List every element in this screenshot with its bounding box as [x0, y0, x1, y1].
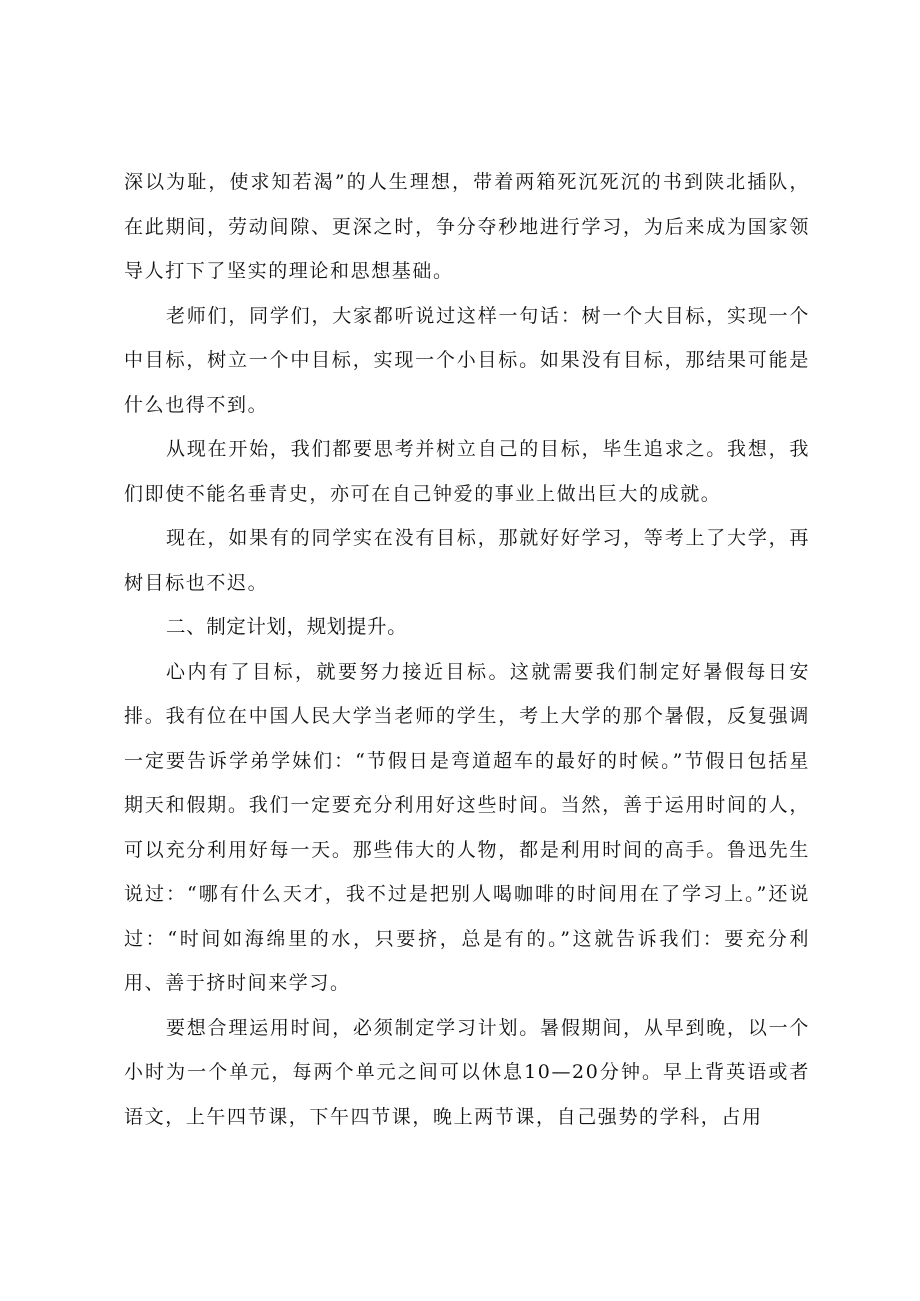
paragraph-goal-saying: 老师们，同学们，大家都听说过这样一句话：树一个大目标，实现一个中目标，树立一个中目标，实现一个小目标。如果没有目标，那结果可能是什么也得不到。: [124, 304, 810, 416]
paragraph-continuation: 深以为耻，使求知若渴”的人生理想，带着两箱死沉死沉的书到陕北插队，在此期间，劳动间隙、更深之时，争分夺秒地进行学习，为后来成为国家领导人打下了坚实的理论和思想基础。: [124, 171, 810, 282]
paragraph-use-holidays: 心内有了目标，就要努力接近目标。这就需要我们制定好暑假每日安排。我有位在中国人民大学当老师的学生，考上大学的那个暑假，反复强调一定要告诉学弟学妹们：“节假日是弯道超车的最好的时候。”节假日包括星期天和假期。我们一定要充分利用好这些时间。当然，善于运用时间的人，可以充分利用好每一天。那些伟大的人物，都是利用时间的高手。鲁迅先生说过：“哪有什么天才，我不过是把别人喝咖啡的时间用在了学习上。”还说过：“时间如海绵里的水，只要挤，总是有的。”这就告诉我们：要充分利用、善于挤时间来学习。: [124, 660, 810, 994]
paragraph-study-schedule: 要想合理运用时间，必须制定学习计划。暑假期间，从早到晚，以一个小时为一个单元，每两个单元之间可以休息10—20分钟。早上背英语或者语文，上午四节课，下午四节课，晚上两节课，自己强势的学科，占用: [124, 1016, 810, 1128]
section-heading-plan: 二、制定计划，规划提升。: [166, 615, 408, 638]
paragraph-no-goal-advice: 现在，如果有的同学实在没有目标，那就好好学习，等考上了大学，再树目标也不迟。: [124, 527, 810, 594]
paragraph-set-goals: 从现在开始，我们都要思考并树立自己的目标，毕生追求之。我想，我们即使不能名垂青史，亦可在自己钟爱的事业上做出巨大的成就。: [124, 438, 810, 505]
document-body: [124, 160, 810, 1139]
